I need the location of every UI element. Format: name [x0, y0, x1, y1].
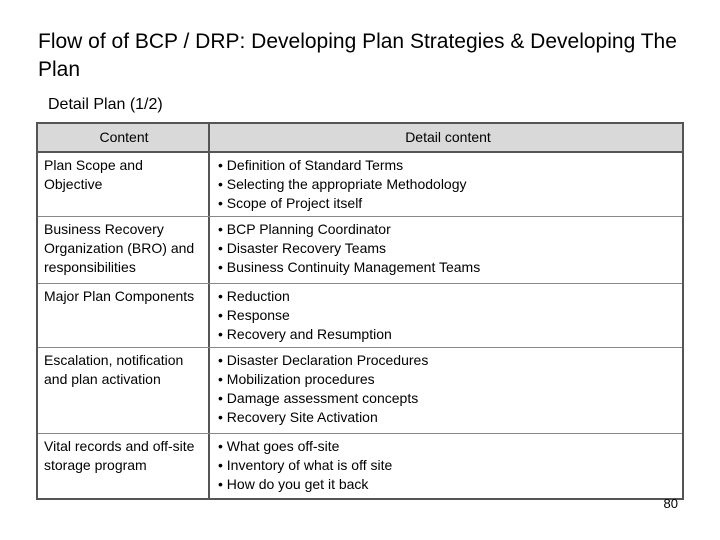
table-row: [38, 434, 682, 498]
detail-item: • Definition of Standard Terms: [218, 157, 404, 173]
row-content-cell: Escalation, notification and plan activation: [38, 348, 210, 433]
row-detail-cell: [210, 217, 682, 283]
detail-item: • BCP Planning Coordinator: [218, 221, 391, 237]
table-row: [38, 153, 682, 217]
column-header-detail: Detail content: [405, 129, 491, 145]
row-content-cell: Vital records and off-site storage program: [38, 434, 210, 498]
table-row: [38, 348, 682, 434]
detail-plan-table: [36, 122, 684, 500]
row-detail-cell: [210, 153, 682, 216]
detail-item: • Recovery and Resumption: [218, 326, 392, 342]
table-row: [38, 217, 682, 284]
table-row: [38, 284, 682, 348]
detail-item: • Business Continuity Management Teams: [218, 259, 481, 275]
row-detail-cell: [210, 434, 682, 498]
slide-title: Flow of of BCP / DRP: Developing Plan Strategies & Developing The Plan: [38, 30, 677, 81]
detail-item: • Disaster Recovery Teams: [218, 240, 387, 256]
detail-item: • Selecting the appropriate Methodology: [218, 176, 467, 192]
detail-item: • What goes off-site: [218, 438, 340, 454]
detail-item: • Damage assessment concepts: [218, 390, 419, 406]
detail-item: • Scope of Project itself: [218, 195, 363, 211]
row-content-cell: Business Recovery Organization (BRO) and responsibilities: [38, 217, 210, 283]
row-content-cell: Plan Scope and Objective: [38, 153, 210, 216]
detail-item: • Recovery Site Activation: [218, 409, 378, 425]
detail-item: • Response: [218, 307, 290, 323]
row-detail-cell: [210, 284, 682, 347]
detail-item: • Reduction: [218, 288, 290, 304]
table-header-row: [38, 124, 682, 153]
detail-item: • Disaster Declaration Procedures: [218, 352, 429, 368]
row-content-cell: Major Plan Components: [38, 284, 210, 347]
column-header-content: Content: [38, 124, 210, 151]
detail-item: • Inventory of what is off site: [218, 457, 393, 473]
row-detail-cell: [210, 348, 682, 433]
page-number: 80: [663, 496, 678, 511]
detail-item: • How do you get it back: [218, 476, 369, 492]
slide-subtitle: Detail Plan (1/2): [48, 96, 163, 113]
detail-item: • Mobilization procedures: [218, 371, 375, 387]
